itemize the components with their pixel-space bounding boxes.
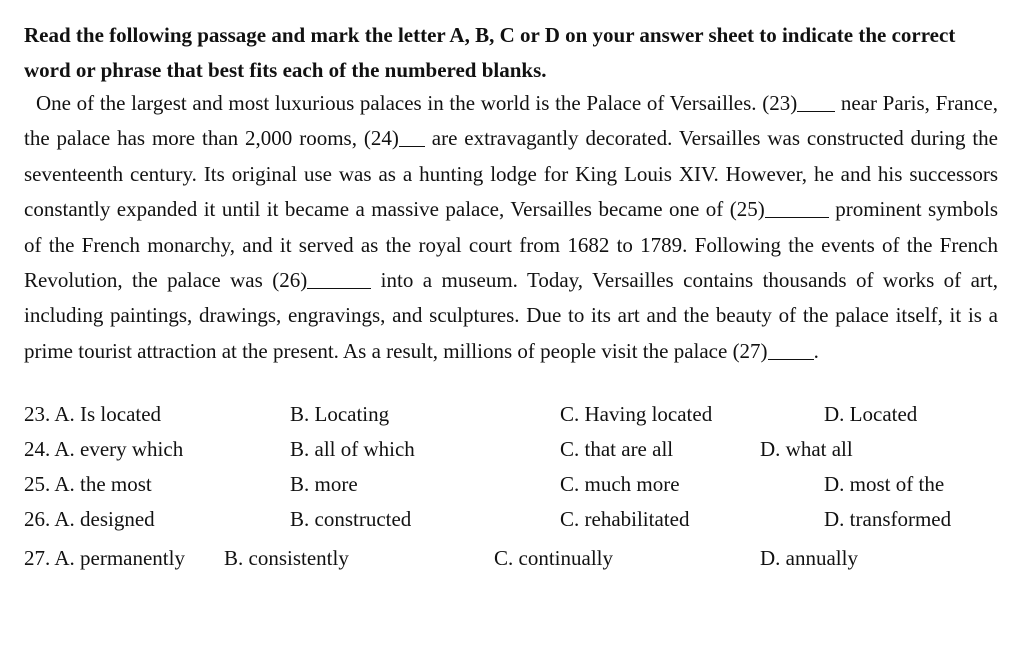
passage-text-5: into a museum. Today, Versailles contains thousands of works of art, including paintings, drawings, engravings, and sculptures. Due to its art and the beauty of the palace itself, it is a prime tourist attraction at the present. As a result, millions of people visit the palace (27) bbox=[24, 268, 998, 363]
option-b[interactable]: B. consistently bbox=[224, 546, 349, 570]
option-a[interactable]: 24. A. every which bbox=[24, 437, 184, 461]
option-a[interactable]: 23. A. Is located bbox=[24, 402, 162, 426]
passage-text-1: One of the largest and most luxurious palaces in the world is the Palace of Versailles. (23) bbox=[36, 91, 798, 115]
passage bbox=[24, 86, 998, 369]
option-b[interactable]: B. all of which bbox=[290, 437, 415, 461]
option-d[interactable]: D. annually bbox=[760, 546, 858, 570]
option-a[interactable]: 27. A. permanently bbox=[24, 546, 185, 570]
option-a[interactable]: 25. A. the most bbox=[24, 472, 152, 496]
blank-27 bbox=[768, 338, 814, 360]
question-row-23 bbox=[24, 402, 1004, 437]
option-c[interactable]: C. Having located bbox=[560, 402, 713, 426]
blank-23 bbox=[797, 90, 835, 112]
option-d[interactable]: D. what all bbox=[760, 437, 853, 461]
option-b[interactable]: B. more bbox=[290, 472, 358, 496]
option-d[interactable]: D. Located bbox=[824, 402, 918, 426]
question-row-27 bbox=[24, 542, 1004, 582]
passage-text-2: near Paris, France, the palace has more than 2,000 rooms, (24) bbox=[24, 91, 998, 151]
blank-25 bbox=[765, 196, 829, 218]
option-c[interactable]: C. much more bbox=[560, 472, 680, 496]
option-d[interactable]: D. most of the bbox=[824, 472, 945, 496]
question-row-26 bbox=[24, 507, 1004, 542]
instruction-heading: Read the following passage and mark the letter A, B, C or D on your answer sheet to indicate the correct word or phrase that best fits each of the numbered blanks. bbox=[24, 23, 956, 82]
option-b[interactable]: B. constructed bbox=[290, 507, 412, 531]
passage-text-3: are extravagantly decorated. Versailles was constructed during the seventeenth century. Its original use was as a hunting lodge for King Louis XIV. However, he and his successors constantly expanded it until it became a massive palace, Versailles became one of (25) bbox=[24, 126, 999, 222]
blank-24 bbox=[399, 125, 425, 147]
passage-text-4: prominent symbols of the French monarchy, and it served as the royal court from 1682 to 1789. Following the events of the French Revolution, the palace was (26) bbox=[24, 197, 999, 293]
answer-options bbox=[24, 402, 1004, 582]
option-c[interactable]: C. continually bbox=[494, 546, 613, 570]
option-c[interactable]: C. that are all bbox=[560, 437, 674, 461]
question-row-25 bbox=[24, 472, 1004, 507]
passage-text-6: . bbox=[813, 338, 819, 363]
option-c[interactable]: C. rehabilitated bbox=[560, 507, 690, 531]
blank-26 bbox=[307, 267, 371, 289]
option-d[interactable]: D. transformed bbox=[824, 507, 952, 531]
option-b[interactable]: B. Locating bbox=[290, 402, 390, 426]
option-a[interactable]: 26. A. designed bbox=[24, 507, 155, 531]
question-row-24 bbox=[24, 437, 1004, 472]
